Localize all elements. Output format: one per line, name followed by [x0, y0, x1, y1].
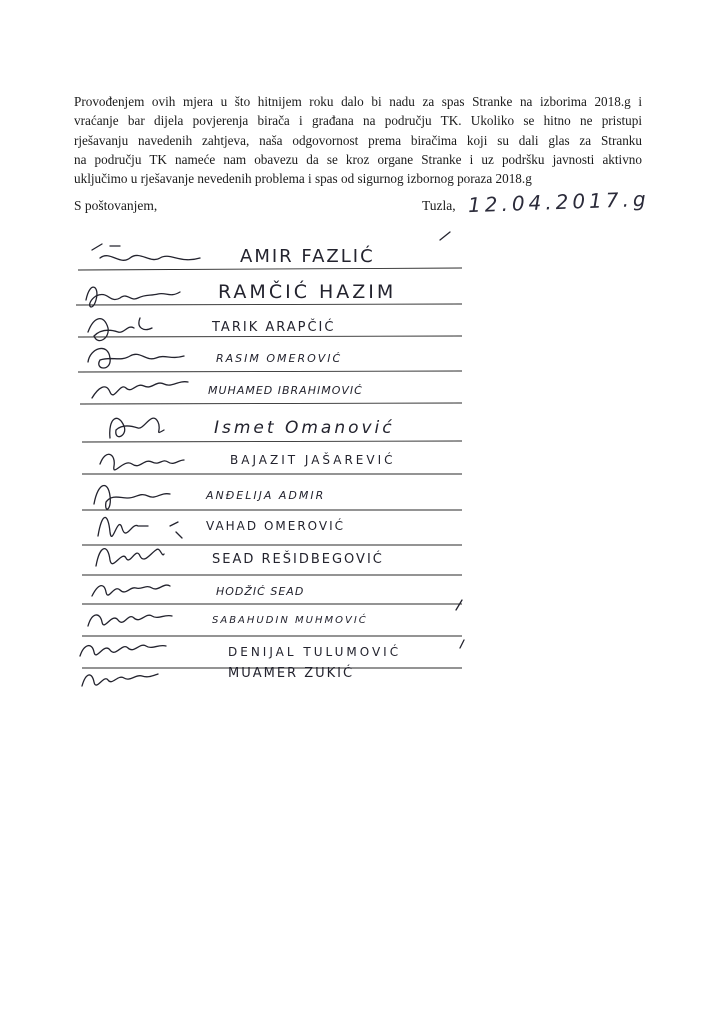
body-line: vraćanje bar dijela povjerenja birača i građana na području TK. Ukoliko se hitno ne pristupi	[74, 113, 642, 129]
signatory-name: VAHAD OMEROVIĆ	[206, 519, 346, 533]
signatory-name: SABAHUDIN MUHMOVIĆ	[212, 615, 368, 626]
signatory-name: RASIM OMEROVIĆ	[216, 352, 343, 365]
signatory-name: TARIK ARAPČIĆ	[212, 320, 336, 335]
signatory-name: SEAD REŠIDBEGOVIĆ	[212, 552, 384, 567]
signature-rule	[80, 403, 462, 404]
signatory-name: MUHAMED IBRAHIMOVIĆ	[208, 384, 363, 397]
signature-rule	[82, 441, 462, 442]
signature-scribble	[92, 382, 188, 398]
signatory-name: MUAMER ZUKIĆ	[228, 666, 355, 681]
signatory-name: DENIJAL TULUMOVIĆ	[228, 645, 402, 659]
signatory-name: HODŽIĆ SEAD	[216, 585, 305, 598]
signature-scribble	[456, 600, 464, 648]
signatory-name: RAMČIĆ HAZIM	[218, 281, 397, 303]
signatory-name: ANĐELIJA ADMIR	[206, 489, 326, 502]
signature-scribble	[82, 674, 158, 686]
body-line: rješavanju navedenih zahtjeva, naša odgovornost prema biračima koji su dali glas za Stranku	[74, 132, 642, 148]
signature-rule	[78, 336, 462, 337]
signature-scribble	[80, 645, 166, 656]
signature-scribble	[86, 287, 180, 307]
closing-salutation: S poštovanjem,	[74, 198, 158, 213]
signatory-name: AMIR FAZLIĆ	[240, 246, 375, 267]
signature-scribble	[440, 232, 450, 240]
signature-scribble	[88, 348, 184, 368]
signature-scribble	[88, 615, 172, 626]
signature-scribble	[94, 486, 170, 510]
signature-rule	[78, 371, 462, 372]
signature-scribble	[110, 418, 164, 438]
signature-rule	[76, 304, 462, 305]
signatory-name: BAJAZIT JAŠAREVIĆ	[230, 453, 396, 467]
body-line: Provođenjem ovih mjera u što hitnijem roku dalo bi nadu za spas Stranke na izborima 2018.g i	[74, 94, 642, 109]
handwritten-date: 12.04.2017.g	[467, 186, 650, 218]
signature-scribble	[100, 454, 184, 470]
signatory-name: Ismet Omanović	[214, 418, 395, 438]
body-line: uključimo u rješavanje nevedenih problema i spas od sigurnog izbornog poraza 2018.g	[74, 171, 532, 187]
signature-scribble	[92, 585, 170, 596]
body-line: na području TK nameće nam obavezu da se kroz organe Stranke i uz podršku javnosti aktivno	[74, 151, 642, 167]
signature-scribble	[96, 549, 164, 566]
place-label: Tuzla,	[422, 198, 456, 213]
signature-scribble	[92, 244, 200, 260]
signature-rule	[78, 268, 462, 270]
signature-scribble	[98, 517, 182, 538]
